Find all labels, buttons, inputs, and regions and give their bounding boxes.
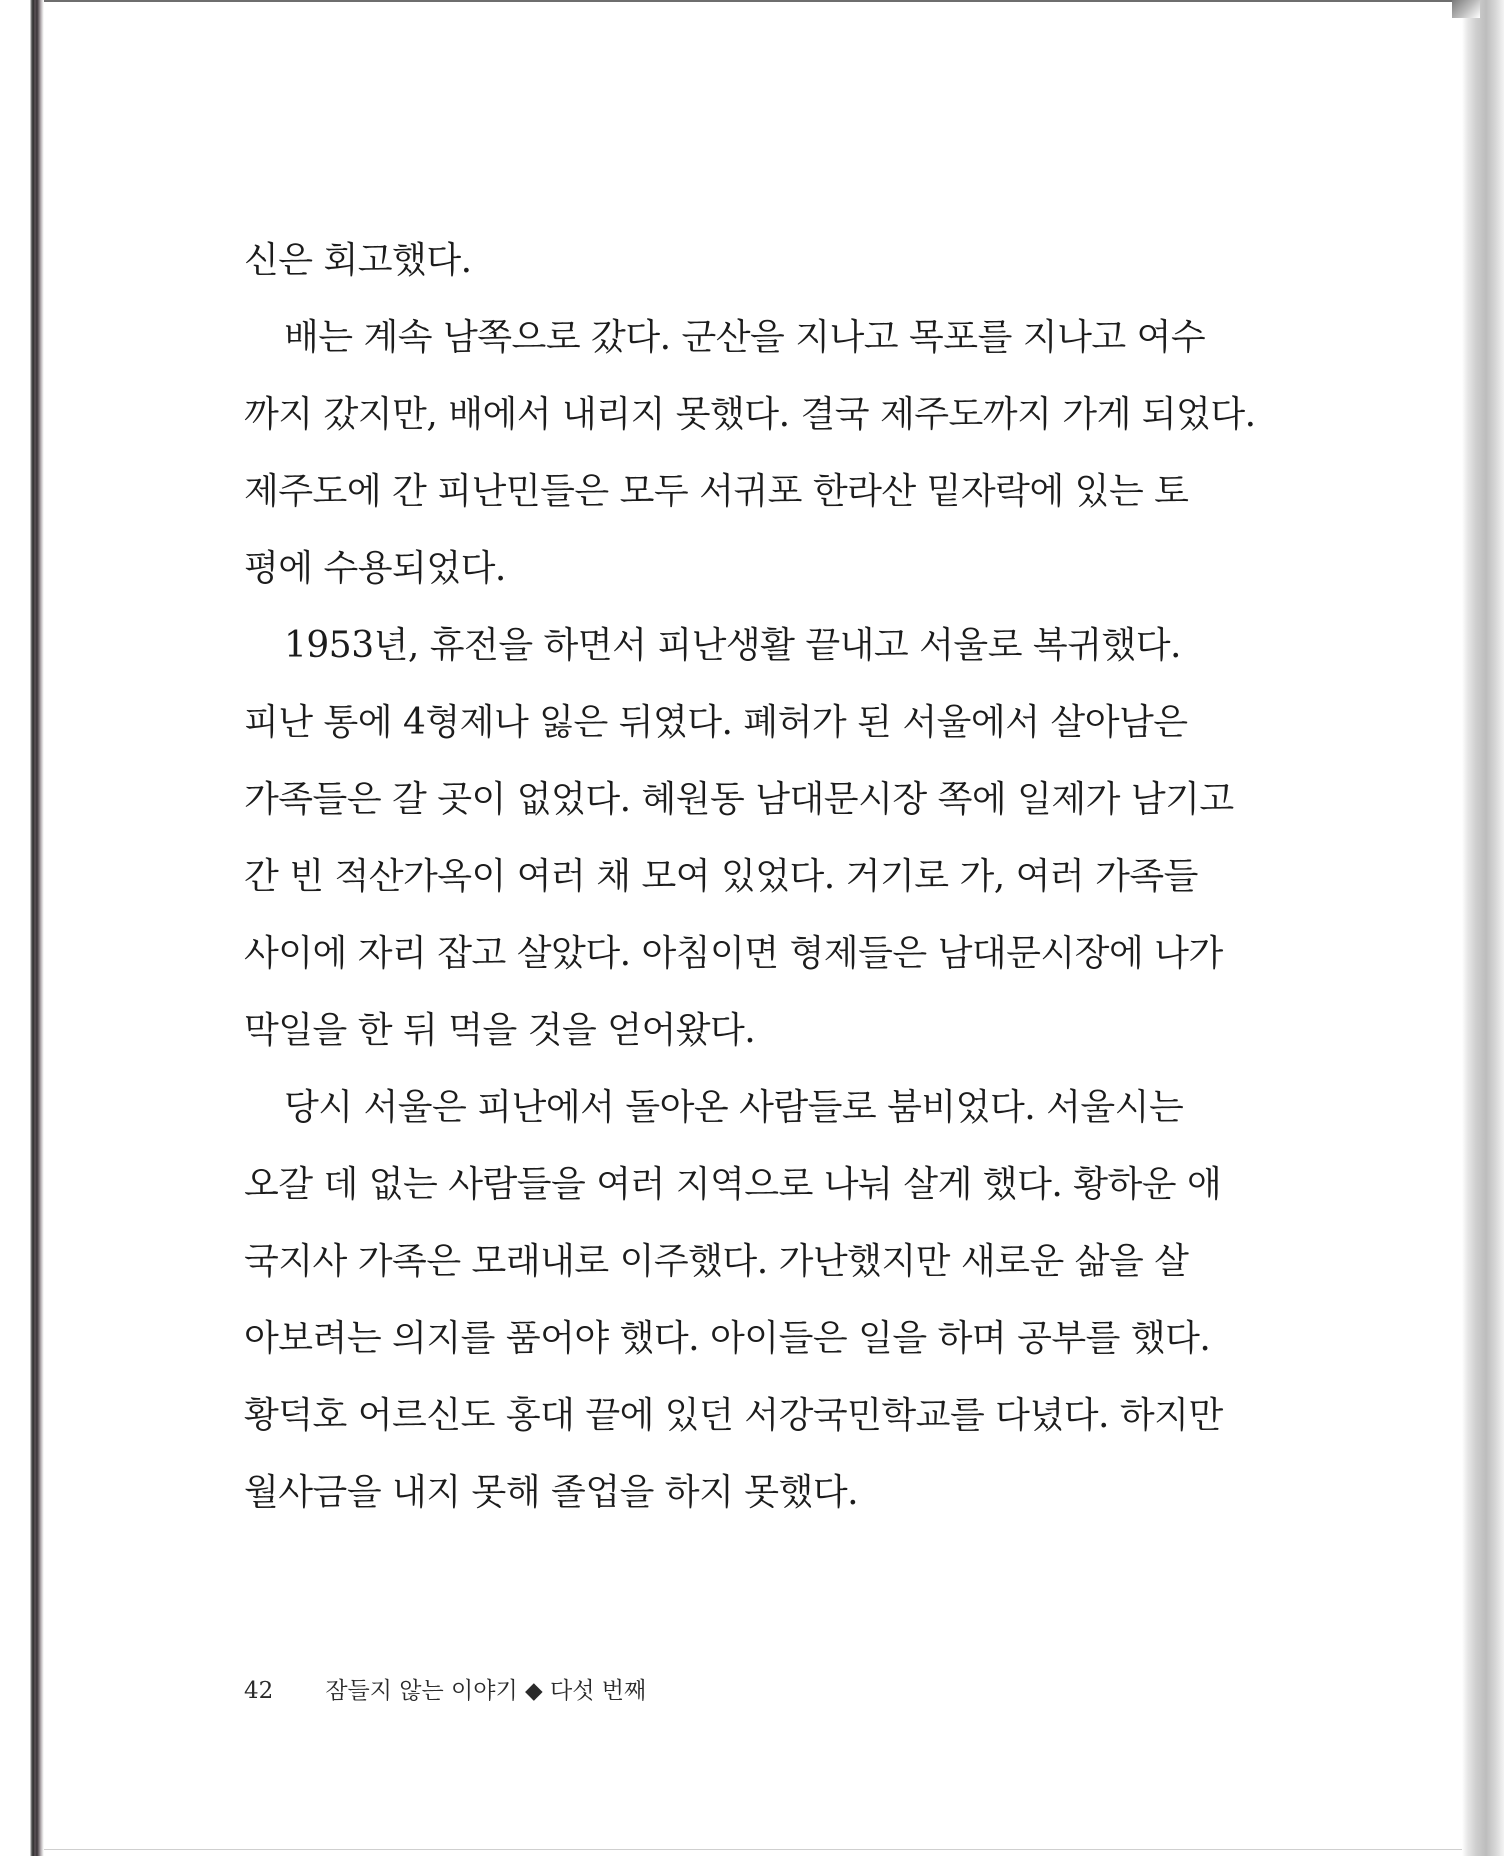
chapter-label: 다섯 번째: [550, 1678, 647, 1704]
text-line: 당시 서울은 피난에서 돌아온 사람들로 붐비었다. 서울시는: [284, 1087, 1184, 1128]
text-line: 간 빈 적산가옥이 여러 채 모여 있었다. 거기로 가, 여러 가족들: [244, 856, 1198, 897]
text-line: 신은 회고했다.: [244, 240, 472, 281]
text-line: 오갈 데 없는 사람들을 여러 지역으로 나눠 살게 했다. 황하운 애: [244, 1164, 1222, 1205]
text-line: 황덕호 어르신도 홍대 끝에 있던 서강국민학교를 다녔다. 하지만: [244, 1395, 1223, 1436]
page-number: 42: [244, 1678, 274, 1704]
page-corner: [1452, 0, 1480, 18]
text-line: 아보려는 의지를 품어야 했다. 아이들은 일을 하며 공부를 했다.: [244, 1318, 1211, 1359]
text-line: 가족들은 갈 곳이 없었다. 혜원동 남대문시장 쪽에 일제가 남기고: [244, 779, 1234, 820]
text-line: 국지사 가족은 모래내로 이주했다. 가난했지만 새로운 삶을 살: [244, 1241, 1189, 1282]
text-line: 막일을 한 뒤 먹을 것을 얻어왔다.: [244, 1010, 756, 1051]
text-line: 월사금을 내지 못해 졸업을 하지 못했다.: [244, 1472, 859, 1513]
diamond-separator-icon: ◆: [525, 1678, 543, 1704]
running-title: 잠들지 않는 이야기: [325, 1678, 518, 1704]
book-spine-edge: [0, 0, 44, 1856]
text-line: 피난 통에 4형제나 잃은 뒤였다. 폐허가 된 서울에서 살아남은: [244, 702, 1188, 743]
page-footer: [244, 1672, 646, 1705]
page-edge-shadow: [1462, 0, 1504, 1856]
text-line: 사이에 자리 잡고 살았다. 아침이면 형제들은 남대문시장에 나가: [244, 933, 1223, 974]
text-line: 까지 갔지만, 배에서 내리지 못했다. 결국 제주도까지 가게 되었다.: [244, 394, 1256, 435]
text-line: 배는 계속 남쪽으로 갔다. 군산을 지나고 목포를 지나고 여수: [284, 317, 1206, 358]
body-text: [244, 222, 1256, 1531]
text-line: 제주도에 간 피난민들은 모두 서귀포 한라산 밑자락에 있는 토: [244, 471, 1189, 512]
text-line: 평에 수용되었다.: [244, 548, 506, 589]
text-line: 1953년, 휴전을 하면서 피난생활 끝내고 서울로 복귀했다.: [284, 625, 1181, 666]
